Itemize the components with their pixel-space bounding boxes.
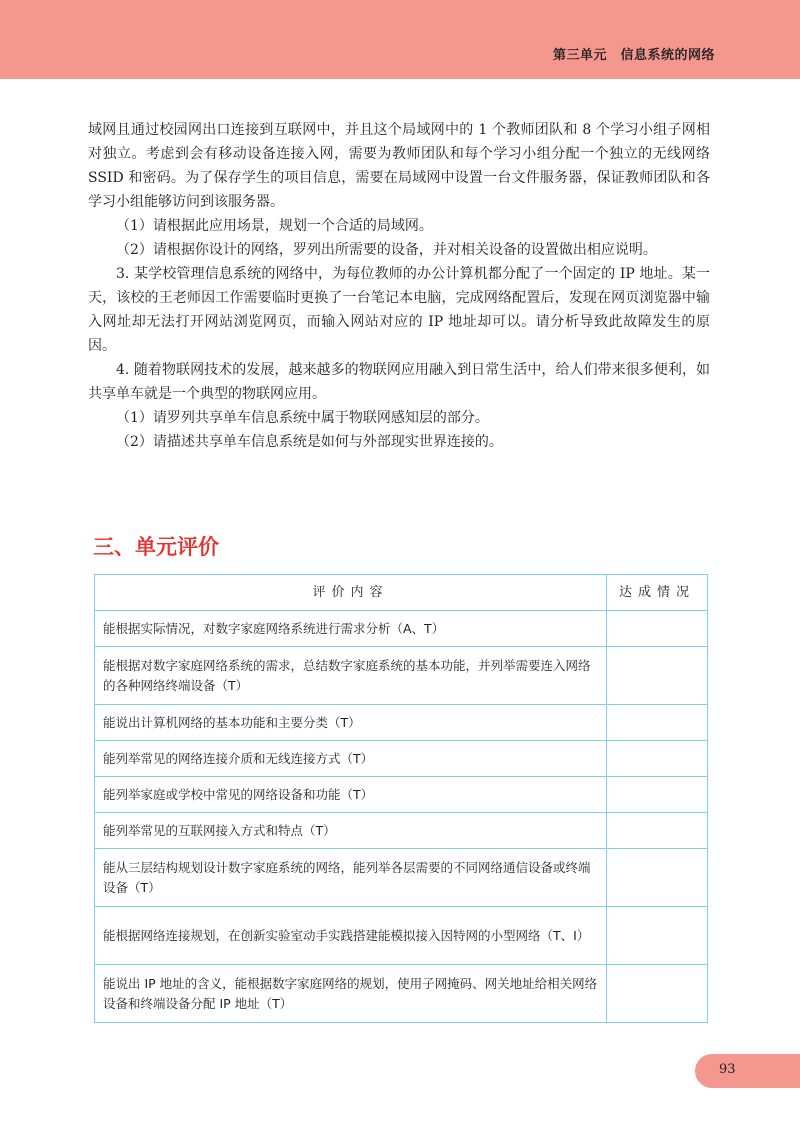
criterion-cell: 能列举常见的互联网接入方式和特点（T） <box>95 813 607 849</box>
status-cell[interactable] <box>607 907 708 965</box>
evaluation-table <box>94 574 708 1023</box>
section-title: 三、单元评价 <box>93 535 219 559</box>
criterion-cell: 能根据网络连接规划，在创新实验室动手实践搭建能模拟接入因特网的小型网络（T、I） <box>95 907 607 965</box>
criterion-cell: 能列举家庭或学校中常见的网络设备和功能（T） <box>95 777 607 813</box>
table-row <box>95 647 708 705</box>
status-cell[interactable] <box>607 741 708 777</box>
table-row <box>95 965 708 1023</box>
page-number: 93 <box>719 1062 736 1077</box>
table-row <box>95 741 708 777</box>
table-row <box>95 611 708 647</box>
status-cell[interactable] <box>607 647 708 705</box>
column-header-content: 评价内容 <box>95 575 607 611</box>
status-cell[interactable] <box>607 965 708 1023</box>
column-header-status: 达成情况 <box>607 575 708 611</box>
criterion-cell: 能根据实际情况，对数字家庭网络系统进行需求分析（A、T） <box>95 611 607 647</box>
criterion-cell: 能说出 IP 地址的含义，能根据数字家庭网络的规划，使用子网掩码、网关地址给相关网络设备和终端设备分配 IP 地址（T） <box>95 965 607 1023</box>
table-header-row <box>95 575 708 611</box>
table-row <box>95 705 708 741</box>
paragraph-q4-2: （2）请描述共享单车信息系统是如何与外部现实世界连接的。 <box>116 434 503 450</box>
paragraph-q2-1: （1）请根据此应用场景，规划一个合适的局域网。 <box>116 218 433 234</box>
status-cell[interactable] <box>607 611 708 647</box>
header-band <box>0 0 800 79</box>
unit-title: 第三单元 信息系统的网络 <box>552 48 715 63</box>
paragraph-q3: 3. 某学校管理信息系统的网络中，为每位教师的办公计算机都分配了一个固定的 IP 地址。某一天，该校的王老师因工作需要临时更换了一台笔记本电脑，完成网络配置后，发现在网页浏览器中输入网址却无法打开网站浏览网页，而输入网站对应的 IP 地址却可以。请分析导致此故障发生的原因。 <box>88 266 710 354</box>
criterion-cell: 能列举常见的网络连接介质和无线连接方式（T） <box>95 741 607 777</box>
paragraph-scenario: 域网且通过校园网出口连接到互联网中，并且这个局域网中的 1 个教师团队和 8 个学习小组子网相对独立。考虑到会有移动设备连接入网，需要为教师团队和每个学习小组分配一个独立的无线网络 SSID 和密码。为了保存学生的项目信息，需要在局域网中设置一台文件服务器，保证教师团队和各学习小组能够访问到该服务器。 <box>88 122 710 210</box>
status-cell[interactable] <box>607 813 708 849</box>
table-row <box>95 813 708 849</box>
table-row <box>95 907 708 965</box>
page-number-tab <box>695 1054 800 1088</box>
status-cell[interactable] <box>607 705 708 741</box>
criterion-cell: 能根据对数字家庭网络系统的需求，总结数字家庭系统的基本功能，并列举需要连入网络的各种网络终端设备（T） <box>95 647 607 705</box>
criterion-cell: 能从三层结构规划设计数字家庭系统的网络，能列举各层需要的不同网络通信设备或终端设备（T） <box>95 849 607 907</box>
status-cell[interactable] <box>607 849 708 907</box>
criterion-cell: 能说出计算机网络的基本功能和主要分类（T） <box>95 705 607 741</box>
paragraph-q2-2: （2）请根据你设计的网络，罗列出所需要的设备，并对相关设备的设置做出相应说明。 <box>116 242 657 258</box>
table-row <box>95 777 708 813</box>
table-row <box>95 849 708 907</box>
paragraph-q4: 4. 随着物联网技术的发展，越来越多的物联网应用融入到日常生活中，给人们带来很多便利，如共享单车就是一个典型的物联网应用。 <box>88 362 710 402</box>
paragraph-q4-1: （1）请罗列共享单车信息系统中属于物联网感知层的部分。 <box>116 410 489 426</box>
status-cell[interactable] <box>607 777 708 813</box>
body-text <box>88 118 710 454</box>
